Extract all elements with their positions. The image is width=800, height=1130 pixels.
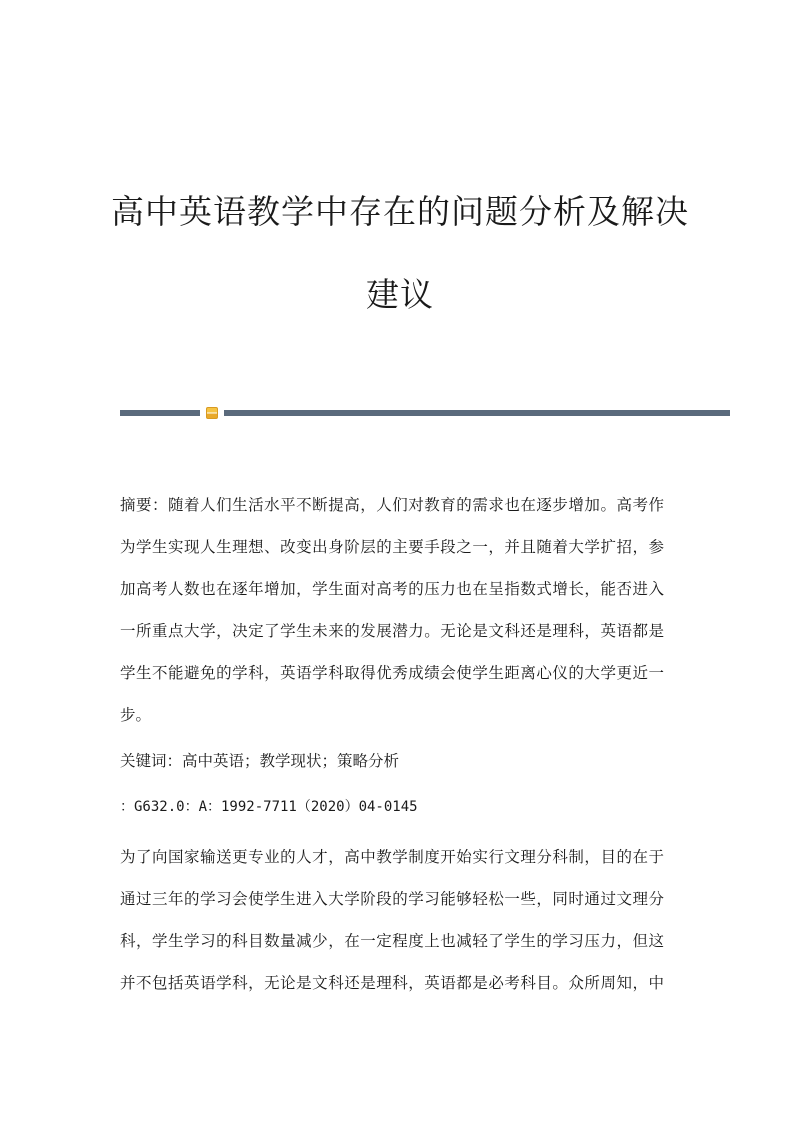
- divider-bar-left: [120, 410, 200, 416]
- abstract-line: 步。: [120, 706, 152, 724]
- body-line: 并不包括英语学科，无论是文科还是理科，英语都是必考科目。众所周知，中: [120, 974, 664, 992]
- divider-emblem-icon: [206, 407, 218, 419]
- divider-bar-right: [224, 410, 730, 416]
- abstract-line: 一所重点大学，决定了学生未来的发展潜力。无论是文科还是理科，英语都是: [120, 622, 664, 640]
- title-divider: [120, 407, 730, 419]
- classification-code: ：G632.0：A：1992-7711（2020）04-0145: [120, 799, 418, 815]
- body-line: 通过三年的学习会使学生进入大学阶段的学习能够轻松一些，同时通过文理分: [120, 890, 664, 908]
- abstract-line: 加高考人数也在逐年增加，学生面对高考的压力也在呈指数式增长，能否进入: [120, 580, 664, 598]
- document-title-line-2: 建议: [366, 275, 434, 314]
- body-line: 科，学生学习的科目数量减少，在一定程度上也减轻了学生的学习压力，但这: [120, 932, 664, 950]
- abstract-line: 为学生实现人生理想、改变出身阶层的主要手段之一，并且随着大学扩招，参: [120, 538, 664, 556]
- document-title-line-1: 高中英语教学中存在的问题分析及解决: [111, 192, 689, 231]
- keywords: 关键词：高中英语；教学现状；策略分析: [120, 752, 400, 770]
- body-line: 为了向国家输送更专业的人才，高中教学制度开始实行文理分科制，目的在于: [120, 848, 664, 866]
- abstract-line: 摘要：随着人们生活水平不断提高，人们对教育的需求也在逐步增加。高考作: [120, 496, 664, 514]
- abstract-line: 学生不能避免的学科，英语学科取得优秀成绩会使学生距离心仪的大学更近一: [120, 664, 664, 682]
